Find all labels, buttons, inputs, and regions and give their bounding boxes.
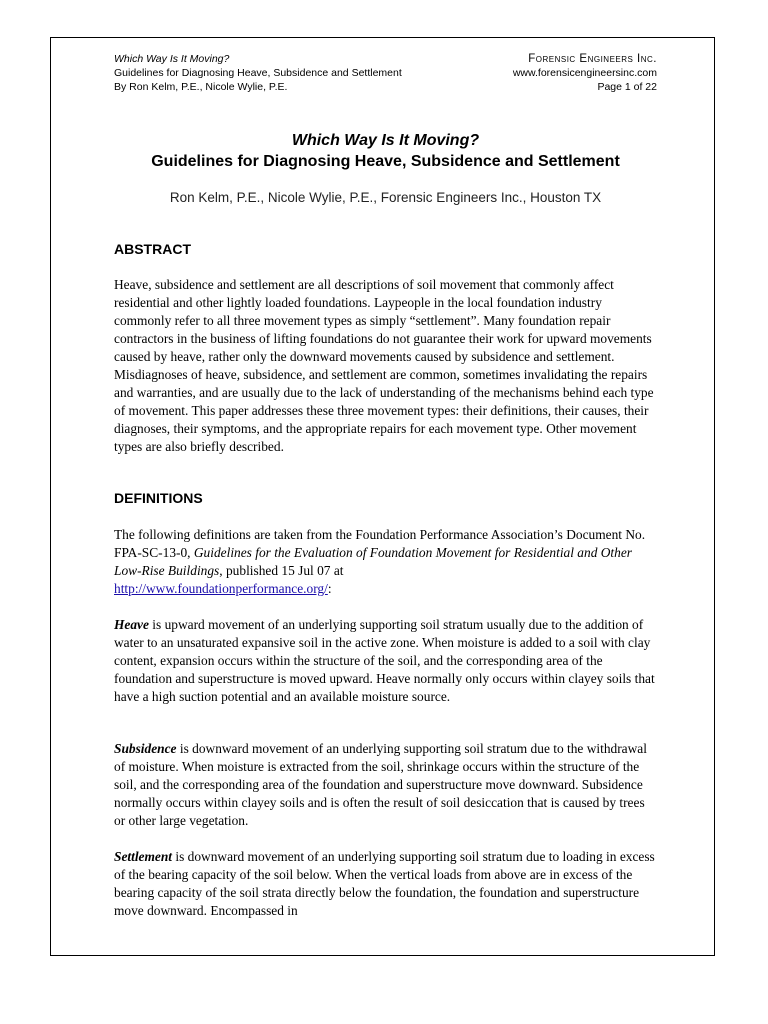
link-colon: : xyxy=(327,581,332,596)
paper-subtitle: Guidelines for Diagnosing Heave, Subsidence and Settlement xyxy=(151,153,620,170)
subsidence-term: Subsidence xyxy=(114,741,177,756)
author-line: Ron Kelm, P.E., Nicole Wylie, P.E., Forensic Engineers Inc., Houston TX xyxy=(169,190,602,205)
heave-definition xyxy=(114,616,659,706)
subsidence-definition xyxy=(114,740,659,830)
settlement-definition xyxy=(114,848,659,920)
paper-title: Which Way Is It Moving? xyxy=(291,132,480,149)
intro-text-2: , published 15 Jul 07 at xyxy=(219,563,344,578)
settlement-text: is downward movement of an underlying supporting soil stratum due to loading in excess of the bearing capacity of the soil below. When the vertical loads from above are in excess of the bearing capacity of the soil strata directly below the foundation, the foundation and superstructure move downward. Encompassed in xyxy=(114,849,655,918)
heave-term: Heave xyxy=(114,617,149,632)
settlement-term: Settlement xyxy=(114,849,173,864)
definitions-heading: DEFINITIONS xyxy=(114,490,203,506)
title-block xyxy=(114,130,657,206)
header-doc-title: Which Way Is It Moving? xyxy=(114,53,230,65)
subsidence-text: is downward movement of an underlying supporting soil stratum due to the withdrawal of moisture. When moisture is extracted from the soil, shrinkage occurs within the structure of the soil, and the corresponding area of the foundation and superstructure move downward. Subsidence normally occurs within clayey soils and is often the result of soil desiccation that is caused by trees or other large vegetation. xyxy=(114,741,647,828)
abstract-heading: ABSTRACT xyxy=(114,241,191,257)
abstract-text: Heave, subsidence and settlement are all descriptions of soil movement that commonly affect residential and other lightly loaded foundations. Laypeople in the local foundation industry commonly refer to all three movement types as simply “settlement”. Many foundation repair contractors in the business of lifting foundations do not guarantee their work for upward movements caused by heave, rather only the downward movements caused by subsidence and settlement. Misdiagnoses of heave, subsidence, and settlement are common, sometimes invalidating the repairs and warranties, and are usually due to the lack of understanding of the mechanisms behind each type of movement. This paper addresses these three movement types: their definitions, their causes, their diagnoses, their symptoms, and the appropriate repairs for each movement type. Other movement types are also briefly described. xyxy=(114,277,654,454)
page-header xyxy=(114,52,657,94)
header-subtitle: Guidelines for Diagnosing Heave, Subsidence and Settlement xyxy=(114,67,402,79)
header-byline: By Ron Kelm, P.E., Nicole Wylie, P.E. xyxy=(114,81,288,93)
heave-text: is upward movement of an underlying supporting soil stratum usually due to the addition of water to an unsaturated expansive soil in the active zone. When moisture is added to a soil with clay content, expansion occurs within the structure of the soil, and the corresponding area of the foundation and superstructure is moved upward. Heave normally only occurs within clayey soils that have a high suction potential and an available moisture source. xyxy=(114,617,655,704)
header-firm-name: Forensic Engineers Inc. xyxy=(528,53,657,65)
fpa-link[interactable]: http://www.foundationperformance.org/ xyxy=(114,581,328,596)
definitions-intro xyxy=(114,526,659,598)
intro-text-1: The following definitions are taken from the Foundation Performance Association’s Document No. FPA-SC-13-0, xyxy=(114,527,646,560)
guideline-title: Guidelines for the Evaluation of Foundation Movement for Residential and Other Low-Rise Buildings xyxy=(114,545,632,578)
header-website: www.forensicengineersinc.com xyxy=(512,67,657,79)
header-page-number: Page 1 of 22 xyxy=(597,81,657,93)
